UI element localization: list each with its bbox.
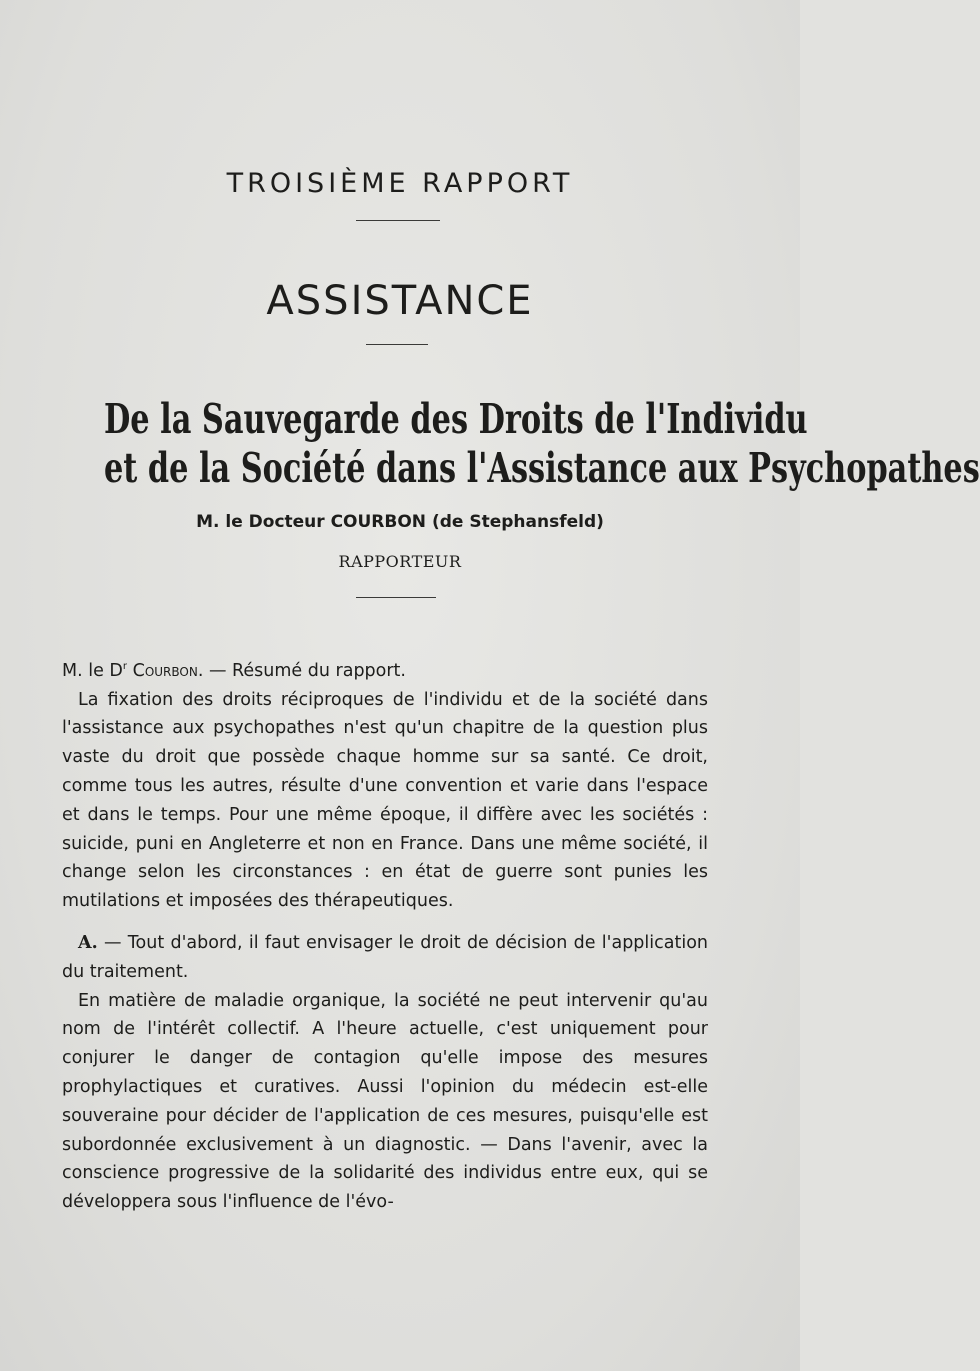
report-title-line-2: et de la Société dans l'Assistance aux Psychopathes — [104, 444, 980, 492]
section-a-label: A. — [78, 933, 98, 953]
paragraph-1: La fixation des droits réciproques de l'individu et de la société dans l'assistance aux psychopathes n'est qu'un chapitre de la question plus vaste du droit que possède chaque homme sur sa santé. Ce droit, comme tous les autres, résulte d'une convention et varie dans l'espace et dans le temps. Pour une même époque, il diffère avec les sociétés : suicide, puni en Angleterre et non en France. Dans une même société, il change selon les circonstances : en état de guerre sont punies les mutilations et imposées des thérapeutiques. — [62, 689, 708, 912]
author-role: RAPPORTEUR — [338, 552, 462, 571]
report-body — [62, 653, 708, 1217]
section-title: ASSISTANCE — [266, 278, 534, 324]
section-a-text: — Tout d'abord, il faut envisager le droit de décision de l'application du traitement. — [62, 933, 708, 982]
summary-lead — [62, 653, 708, 686]
divider-rule — [356, 220, 440, 221]
speaker-prefix: M. le D — [62, 660, 123, 681]
speaker-superscript: r — [122, 661, 128, 672]
speaker-name: Courbon. — [132, 660, 204, 681]
summary-heading: — Résumé du rapport. — [203, 660, 406, 681]
divider-rule — [356, 597, 436, 598]
report-title-line-1: De la Sauvegarde des Droits de l'Individu — [104, 395, 808, 443]
report-number-heading: TROISIÈME RAPPORT — [226, 168, 574, 199]
paragraph-3: En matière de maladie organique, la société ne peut intervenir qu'au nom de l'intérêt collectif. A l'heure actuelle, c'est uniquement pour conjurer le danger de contagion qu'elle impose des mesures prophylactiques et curatives. Aussi l'opinion du médecin est-elle souveraine pour décider de l'application de ces mesures, puisqu'elle est subordonnée exclusivement à un diagnostic. — Dans l'avenir, avec la conscience progressive de la solidarité des individus entre eux, qui se développera sous l'influence de l'évo- — [62, 990, 708, 1213]
divider-rule — [366, 344, 428, 345]
paragraph-2 — [62, 929, 708, 987]
author-line: M. le Docteur COURBON (de Stephansfeld) — [196, 512, 604, 532]
